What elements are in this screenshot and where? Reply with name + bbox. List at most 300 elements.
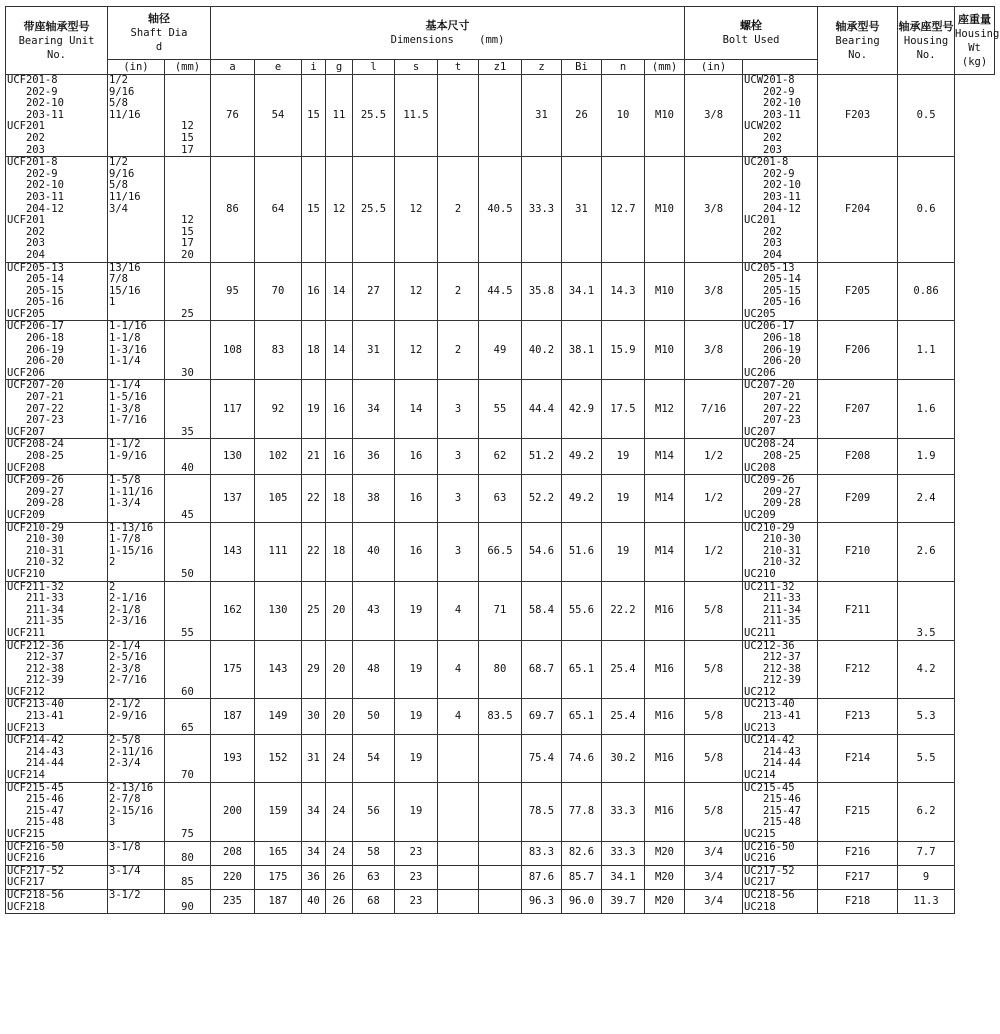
cell-bolt-in: 5/8 xyxy=(685,735,743,782)
bearing-no-cell-line: 206-20 xyxy=(744,355,801,368)
cell-i: 36 xyxy=(302,865,326,889)
bearing-no-cell-line: UCW201-8 xyxy=(744,74,795,86)
bearing-unit-cell-line: 207-21 xyxy=(7,391,64,404)
shaft-mm-cell-line: 55 xyxy=(181,626,194,639)
housing-weight-cell: 5.3 xyxy=(898,699,955,735)
cell-bolt-mm: M12 xyxy=(645,380,685,439)
cell-s: 19 xyxy=(395,782,438,841)
bearing-no-cell-line: UC213-40 xyxy=(744,698,795,711)
housing-no-cell: F213 xyxy=(818,699,898,735)
bearing-unit-cell xyxy=(6,889,108,913)
cell-a: 193 xyxy=(211,735,255,782)
cell-e: 54 xyxy=(255,75,302,157)
cell-bolt-mm: M10 xyxy=(645,321,685,380)
shaft-inch-cell-line: 3-1/4 xyxy=(109,864,141,877)
cell-n: 14.3 xyxy=(602,262,645,321)
cell-n: 25.4 xyxy=(602,699,645,735)
cell-g: 24 xyxy=(326,735,353,782)
cell-z: 35.8 xyxy=(522,262,562,321)
cell-t xyxy=(438,782,479,841)
bearing-unit-cell-line: 204 xyxy=(7,248,45,261)
cell-n: 25.4 xyxy=(602,640,645,699)
bearing-unit-cell-line: 202-9 xyxy=(7,85,58,98)
shaft-inch-cell-line: 1/2 xyxy=(109,156,128,169)
cell-t xyxy=(438,735,479,782)
shaft-inch-cell-line: 1-3/16 xyxy=(109,343,147,356)
cell-a: 86 xyxy=(211,157,255,262)
table-row xyxy=(6,75,995,157)
cell-a: 108 xyxy=(211,321,255,380)
shaft-inch-cell-line: 2-1/8 xyxy=(109,603,141,616)
table-body xyxy=(6,75,995,914)
bearing-unit-cell-line: 202-10 xyxy=(7,97,64,110)
shaft-inch-cell-line: 2-3/8 xyxy=(109,662,141,675)
subheader-bolt-in: (in) xyxy=(685,60,743,75)
table-row xyxy=(6,522,995,581)
cell-bi: 34.1 xyxy=(562,262,602,321)
shaft-mm-cell-line: 90 xyxy=(181,900,194,913)
cell-g: 24 xyxy=(326,841,353,865)
cell-z1: 80 xyxy=(479,640,522,699)
cell-t: 3 xyxy=(438,439,479,475)
cell-g: 20 xyxy=(326,699,353,735)
shaft-mm-cell-line: 70 xyxy=(181,769,194,782)
bearing-unit-cell-line: UCF210-29 xyxy=(7,521,64,534)
cell-g: 11 xyxy=(326,75,353,157)
shaft-inch-cell-line: 2-1/4 xyxy=(109,639,141,652)
shaft-mm-cell-line: 65 xyxy=(181,721,194,734)
cell-bolt-in: 3/8 xyxy=(685,157,743,262)
cell-g: 24 xyxy=(326,782,353,841)
shaft-mm-cell-line: 85 xyxy=(181,876,194,889)
bearing-no-cell-line: 202-10 xyxy=(744,179,801,192)
cell-bolt-mm: M16 xyxy=(645,735,685,782)
shaft-mm-cell-line: 40 xyxy=(181,461,194,474)
cell-z1 xyxy=(479,75,522,157)
shaft-inch-cell-line: 1-5/8 xyxy=(109,474,141,487)
table-row xyxy=(6,475,995,522)
bearing-no-cell-line: UC206-17 xyxy=(744,320,795,333)
housing-no-cell: F210 xyxy=(818,522,898,581)
bearing-no-cell-line: 204 xyxy=(744,248,782,261)
shaft-inch-cell-line: 1-5/16 xyxy=(109,391,147,404)
cell-z1: 62 xyxy=(479,439,522,475)
bearing-no-cell-line: 209-27 xyxy=(744,485,801,498)
shaft-mm-cell-line: 15 xyxy=(181,131,194,144)
shaft-inch-cell-line: 1-1/4 xyxy=(109,379,141,392)
housing-weight-cell: 0.86 xyxy=(898,262,955,321)
cell-i: 18 xyxy=(302,321,326,380)
shaft-inch-cell-line: 3 xyxy=(109,816,116,829)
shaft-mm-cell xyxy=(165,699,211,735)
cell-g: 12 xyxy=(326,157,353,262)
shaft-inch-cell-line: 9/16 xyxy=(109,85,135,98)
bearing-unit-cell xyxy=(6,475,108,522)
cell-z: 33.3 xyxy=(522,157,562,262)
shaft-mm-cell-line: 15 xyxy=(181,225,194,238)
cell-bolt-in: 3/4 xyxy=(685,841,743,865)
table-row xyxy=(6,262,995,321)
bearing-no-cell-line: 202-9 xyxy=(744,167,795,180)
cell-s: 19 xyxy=(395,581,438,640)
bearing-unit-cell xyxy=(6,439,108,475)
bearing-unit-cell xyxy=(6,841,108,865)
table-row xyxy=(6,640,995,699)
bearing-no-cell-line: 215-48 xyxy=(744,816,801,829)
cell-e: 102 xyxy=(255,439,302,475)
cell-g: 18 xyxy=(326,522,353,581)
cell-bolt-in: 5/8 xyxy=(685,782,743,841)
cell-g: 20 xyxy=(326,640,353,699)
subheader-g: g xyxy=(326,60,353,75)
bearing-unit-cell-line: UCF208-24 xyxy=(7,438,64,451)
bearing-no-cell-line: 211-35 xyxy=(744,615,801,628)
housing-weight-cell: 6.2 xyxy=(898,782,955,841)
bearing-no-cell-line: UC205 xyxy=(744,307,776,320)
bearing-no-cell xyxy=(743,380,818,439)
shaft-inch-cell xyxy=(108,640,165,699)
bearing-unit-cell xyxy=(6,262,108,321)
cell-t xyxy=(438,75,479,157)
cell-t: 3 xyxy=(438,522,479,581)
shaft-inch-cell-line: 7/8 xyxy=(109,273,128,286)
cell-z1 xyxy=(479,865,522,889)
header-bearing-unit: 带座轴承型号 Bearing Unit No. xyxy=(6,7,108,75)
shaft-mm-cell xyxy=(165,782,211,841)
shaft-mm-cell xyxy=(165,889,211,913)
shaft-mm-cell-line: 35 xyxy=(181,425,194,438)
bearing-no-cell xyxy=(743,475,818,522)
bearing-unit-cell-line: UCF210 xyxy=(7,567,45,580)
shaft-mm-cell-line: 80 xyxy=(181,852,194,865)
bearing-no-cell-line: UC217 xyxy=(744,876,776,889)
cell-bolt-mm: M14 xyxy=(645,439,685,475)
subheader-s: s xyxy=(395,60,438,75)
cell-a: 175 xyxy=(211,640,255,699)
shaft-mm-cell xyxy=(165,640,211,699)
subheader-shaft-in: (in) xyxy=(108,60,165,75)
bearing-unit-cell-line: UCF218 xyxy=(7,900,45,913)
cell-z: 40.2 xyxy=(522,321,562,380)
shaft-inch-cell xyxy=(108,699,165,735)
shaft-mm-cell xyxy=(165,380,211,439)
cell-bi: 38.1 xyxy=(562,321,602,380)
cell-t xyxy=(438,841,479,865)
bearing-no-cell-line: 206-18 xyxy=(744,332,801,345)
cell-n: 34.1 xyxy=(602,865,645,889)
subheader-bolt-mm: (mm) xyxy=(645,60,685,75)
bearing-no-cell-line: 212-37 xyxy=(744,651,801,664)
bearing-unit-cell-line: 202-10 xyxy=(7,179,64,192)
cell-bolt-mm: M10 xyxy=(645,75,685,157)
shaft-mm-cell-line: 25 xyxy=(181,307,194,320)
bearing-unit-cell-line: 205-14 xyxy=(7,273,64,286)
housing-weight-cell: 0.6 xyxy=(898,157,955,262)
cell-g: 16 xyxy=(326,439,353,475)
bearing-unit-cell-line: UCF211 xyxy=(7,626,45,639)
shaft-inch-cell-line: 1 xyxy=(109,296,116,309)
shaft-inch-cell-line: 11/16 xyxy=(109,190,141,203)
cell-i: 21 xyxy=(302,439,326,475)
shaft-inch-cell-line: 1-7/16 xyxy=(109,414,147,427)
bearing-unit-cell-line: 206-18 xyxy=(7,332,64,345)
bearing-unit-cell-line: 202 xyxy=(7,131,45,144)
shaft-inch-cell xyxy=(108,865,165,889)
housing-no-cell: F215 xyxy=(818,782,898,841)
bearing-no-cell-line: 207-22 xyxy=(744,402,801,415)
cell-g: 16 xyxy=(326,380,353,439)
cell-l: 43 xyxy=(353,581,395,640)
shaft-inch-cell-line: 1-11/16 xyxy=(109,485,154,498)
shaft-inch-cell-line: 2-7/8 xyxy=(109,793,141,806)
shaft-inch-cell-line: 1-1/2 xyxy=(109,438,141,451)
bearing-no-cell xyxy=(743,75,818,157)
cell-s: 23 xyxy=(395,865,438,889)
bearing-no-cell-line: 211-33 xyxy=(744,592,801,605)
bearing-no-cell-line: 215-46 xyxy=(744,793,801,806)
shaft-inch-cell xyxy=(108,841,165,865)
shaft-mm-cell-line: 75 xyxy=(181,828,194,840)
shaft-mm-cell xyxy=(165,522,211,581)
bearing-unit-cell-line: 215-47 xyxy=(7,804,64,817)
cell-a: 117 xyxy=(211,380,255,439)
bearing-no-cell-line: UC214 xyxy=(744,769,776,782)
bearing-unit-cell-line: UCF207-20 xyxy=(7,379,64,392)
housing-no-cell: F216 xyxy=(818,841,898,865)
cell-bi: 96.0 xyxy=(562,889,602,913)
cell-i: 25 xyxy=(302,581,326,640)
bearing-no-cell-line: 210-30 xyxy=(744,533,801,546)
table-row xyxy=(6,321,995,380)
cell-g: 14 xyxy=(326,321,353,380)
bearing-no-cell-line: 214-43 xyxy=(744,745,801,758)
cell-bi: 26 xyxy=(562,75,602,157)
cell-z1: 49 xyxy=(479,321,522,380)
cell-bolt-mm: M16 xyxy=(645,782,685,841)
cell-a: 95 xyxy=(211,262,255,321)
bearing-unit-cell-line: UCF209-26 xyxy=(7,474,64,487)
housing-weight-cell: 1.1 xyxy=(898,321,955,380)
cell-n: 39.7 xyxy=(602,889,645,913)
cell-e: 152 xyxy=(255,735,302,782)
cell-s: 19 xyxy=(395,640,438,699)
shaft-inch-cell-line: 2-5/8 xyxy=(109,734,141,747)
bearing-unit-cell xyxy=(6,782,108,841)
shaft-inch-cell-line: 2 xyxy=(109,580,116,593)
table-row xyxy=(6,699,995,735)
cell-i: 15 xyxy=(302,75,326,157)
bearing-unit-cell-line: UCF208 xyxy=(7,461,45,474)
cell-n: 15.9 xyxy=(602,321,645,380)
bearing-unit-cell-line: UCF205-13 xyxy=(7,261,64,274)
subheader-a: a xyxy=(211,60,255,75)
bearing-no-cell-line: 203-11 xyxy=(744,108,801,121)
subheader-z1: z1 xyxy=(479,60,522,75)
bearing-unit-cell-line: 215-46 xyxy=(7,793,64,806)
shaft-mm-cell xyxy=(165,865,211,889)
bearing-no-cell xyxy=(743,321,818,380)
cell-i: 34 xyxy=(302,841,326,865)
bearing-no-cell-line: UC208-24 xyxy=(744,438,795,451)
cell-n: 19 xyxy=(602,439,645,475)
bearing-unit-cell-line: 208-25 xyxy=(7,450,64,462)
housing-no-cell: F212 xyxy=(818,640,898,699)
bearing-unit-cell-line: UCF201-8 xyxy=(7,74,58,86)
cell-bi: 65.1 xyxy=(562,699,602,735)
bearing-no-cell xyxy=(743,581,818,640)
cell-l: 40 xyxy=(353,522,395,581)
cell-n: 33.3 xyxy=(602,782,645,841)
cell-g: 18 xyxy=(326,475,353,522)
shaft-inch-cell-line: 1-1/8 xyxy=(109,332,141,345)
bearing-no-cell xyxy=(743,865,818,889)
bearing-no-cell-line: UC215-45 xyxy=(744,781,795,794)
cell-a: 130 xyxy=(211,439,255,475)
shaft-inch-cell xyxy=(108,522,165,581)
bearing-unit-cell-line: 214-43 xyxy=(7,745,64,758)
bearing-no-cell-line: UC201-8 xyxy=(744,156,789,169)
cell-e: 70 xyxy=(255,262,302,321)
cell-l: 48 xyxy=(353,640,395,699)
housing-no-cell: F206 xyxy=(818,321,898,380)
bearing-unit-cell-line: 215-48 xyxy=(7,816,64,829)
bearing-no-cell-line: UC217-52 xyxy=(744,864,795,877)
cell-s: 12 xyxy=(395,262,438,321)
cell-l: 58 xyxy=(353,841,395,865)
cell-s: 12 xyxy=(395,157,438,262)
bearing-no-cell xyxy=(743,640,818,699)
bearing-no-cell-line: 214-44 xyxy=(744,757,801,770)
shaft-mm-cell-line: 17 xyxy=(181,143,194,156)
bearing-unit-cell-line: UCF201 xyxy=(7,214,45,227)
bearing-no-cell-line: 205-15 xyxy=(744,284,801,297)
shaft-inch-cell xyxy=(108,889,165,913)
cell-bolt-in: 3/8 xyxy=(685,262,743,321)
bearing-no-cell xyxy=(743,782,818,841)
bearing-unit-cell-line: UCF205 xyxy=(7,307,45,320)
cell-bolt-in: 3/4 xyxy=(685,865,743,889)
bearing-unit-cell-line: UCF212 xyxy=(7,685,45,698)
bearing-unit-cell-line: UCF215 xyxy=(7,828,45,840)
cell-e: 111 xyxy=(255,522,302,581)
bearing-unit-cell xyxy=(6,640,108,699)
housing-no-cell: F204 xyxy=(818,157,898,262)
cell-z1: 63 xyxy=(479,475,522,522)
table-row xyxy=(6,439,995,475)
cell-e: 83 xyxy=(255,321,302,380)
bearing-unit-cell-line: UCF201 xyxy=(7,120,45,133)
bearing-unit-cell-line: 211-35 xyxy=(7,615,64,628)
cell-t xyxy=(438,865,479,889)
bearing-no-cell-line: UC210-29 xyxy=(744,521,795,534)
cell-bolt-mm: M14 xyxy=(645,475,685,522)
cell-bolt-mm: M16 xyxy=(645,640,685,699)
bearing-no-cell-line: 202 xyxy=(744,225,782,238)
shaft-mm-cell xyxy=(165,841,211,865)
bearing-no-cell-line: 210-32 xyxy=(744,556,801,569)
cell-n: 10 xyxy=(602,75,645,157)
cell-bi: 65.1 xyxy=(562,640,602,699)
bearing-unit-cell-line: 204-12 xyxy=(7,202,64,215)
housing-weight-cell: 7.7 xyxy=(898,841,955,865)
bearing-no-cell xyxy=(743,735,818,782)
housing-weight-cell: 9 xyxy=(898,865,955,889)
cell-l: 31 xyxy=(353,321,395,380)
shaft-inch-cell-line: 2-13/16 xyxy=(109,781,154,794)
cell-a: 200 xyxy=(211,782,255,841)
bearing-unit-cell-line: 213-41 xyxy=(7,710,64,723)
shaft-inch-cell-line: 1/2 xyxy=(109,74,128,86)
bearing-unit-cell-line: UCF217-52 xyxy=(7,864,64,877)
cell-e: 165 xyxy=(255,841,302,865)
cell-a: 76 xyxy=(211,75,255,157)
bearing-no-cell xyxy=(743,262,818,321)
bearing-unit-cell-line: 210-31 xyxy=(7,544,64,557)
cell-i: 31 xyxy=(302,735,326,782)
shaft-inch-cell xyxy=(108,262,165,321)
cell-t: 4 xyxy=(438,699,479,735)
shaft-inch-cell xyxy=(108,782,165,841)
cell-bi: 82.6 xyxy=(562,841,602,865)
bearing-no-cell-line: UC216-50 xyxy=(744,840,795,853)
cell-s: 16 xyxy=(395,475,438,522)
bearing-no-cell-line: UC213 xyxy=(744,721,776,734)
table-row xyxy=(6,735,995,782)
cell-s: 16 xyxy=(395,522,438,581)
bearing-no-cell-line: 203 xyxy=(744,237,782,250)
subheader-bi: Bi xyxy=(562,60,602,75)
bearing-unit-cell-line: 203 xyxy=(7,143,45,156)
shaft-inch-cell-line: 3/4 xyxy=(109,202,128,215)
shaft-mm-cell xyxy=(165,262,211,321)
cell-a: 187 xyxy=(211,699,255,735)
cell-t: 3 xyxy=(438,380,479,439)
shaft-inch-cell-line: 1-15/16 xyxy=(109,544,154,557)
bearing-no-cell-line: 204-12 xyxy=(744,202,801,215)
cell-z1: 40.5 xyxy=(479,157,522,262)
bearing-unit-cell-line: UCF211-32 xyxy=(7,580,64,593)
table-row xyxy=(6,782,995,841)
cell-bi: 42.9 xyxy=(562,380,602,439)
bearing-unit-cell-line: 210-32 xyxy=(7,556,64,569)
cell-e: 105 xyxy=(255,475,302,522)
cell-z: 78.5 xyxy=(522,782,562,841)
bearing-unit-cell-line: 211-33 xyxy=(7,592,64,605)
bearing-no-cell-line: 210-31 xyxy=(744,544,801,557)
bearing-no-cell-line: UC212-36 xyxy=(744,639,795,652)
bearing-no-cell-line: UC206 xyxy=(744,366,776,379)
cell-e: 130 xyxy=(255,581,302,640)
bearing-unit-cell-line: UCF213 xyxy=(7,721,45,734)
cell-i: 22 xyxy=(302,475,326,522)
shaft-mm-cell xyxy=(165,735,211,782)
bearing-no-cell-line: UCW202 xyxy=(744,120,782,133)
bearing-unit-cell-line: 203 xyxy=(7,237,45,250)
bearing-unit-cell-line: 203-11 xyxy=(7,108,64,121)
cell-i: 40 xyxy=(302,889,326,913)
subheader-shaft-mm: (mm) xyxy=(165,60,211,75)
bearing-unit-cell-line: 209-27 xyxy=(7,485,64,498)
shaft-inch-cell-line: 2-3/4 xyxy=(109,757,141,770)
bearing-no-cell-line: UC209 xyxy=(744,508,776,521)
cell-a: 208 xyxy=(211,841,255,865)
bearing-no-cell-line: 212-39 xyxy=(744,674,801,687)
cell-l: 25.5 xyxy=(353,157,395,262)
cell-z: 96.3 xyxy=(522,889,562,913)
cell-z: 54.6 xyxy=(522,522,562,581)
housing-no-cell: F214 xyxy=(818,735,898,782)
bearing-unit-cell-line: 203-11 xyxy=(7,190,64,203)
